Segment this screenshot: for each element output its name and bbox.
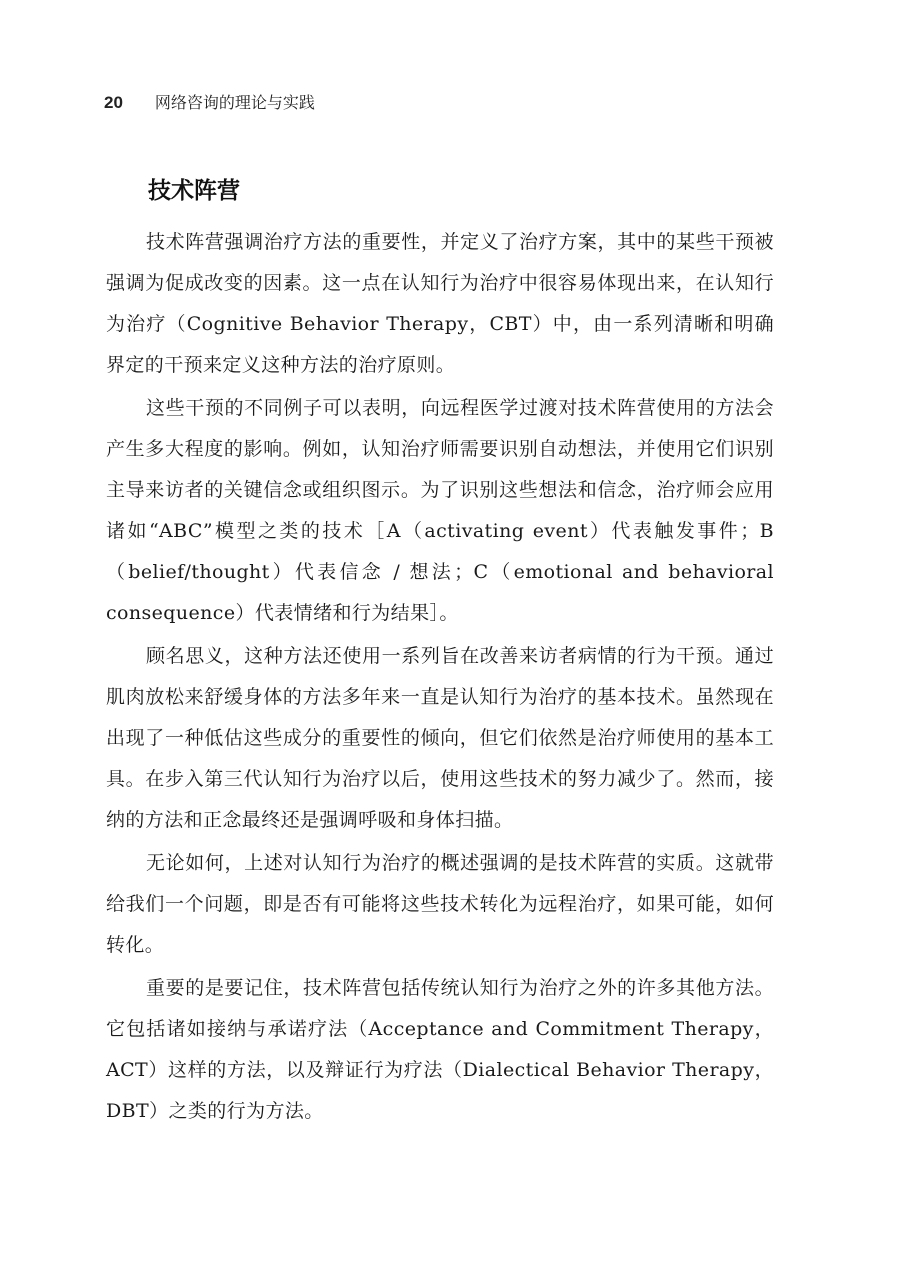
book-title: 网络咨询的理论与实践 xyxy=(154,93,315,112)
paragraph: 顾名思义，这种方法还使用一系列旨在改善来访者病情的行为干预。通过肌肉放松来舒缓身体的方法多年来一直是认知行为治疗的基本技术。虽然现在出现了一种低估这些成分的重要性的倾向，但它们依然是治疗师使用的基本工具。在步入第三代认知行为治疗以后，使用这些技术的努力减少了。然而，接纳的方法和正念最终还是强调呼吸和身体扫描。 xyxy=(106,645,774,831)
running-header xyxy=(104,90,784,116)
paragraph: 无论如何，上述对认知行为治疗的概述强调的是技术阵营的实质。这就带给我们一个问题，即是否有可能将这些技术转化为远程治疗，如果可能，如何转化。 xyxy=(106,852,774,956)
paragraph: 重要的是要记住，技术阵营包括传统认知行为治疗之外的许多其他方法。它包括诸如接纳与承诺疗法（Acceptance and Commitment Therapy，ACT）这样的方法，以及辩证行为疗法（Dialectical Behavior Therapy，DBT）之类的行为方法。 xyxy=(106,977,774,1122)
paragraph: 这些干预的不同例子可以表明，向远程医学过渡对技术阵营使用的方法会产生多大程度的影响。例如，认知治疗师需要识别自动想法，并使用它们识别主导来访者的关键信念或组织图示。为了识别这些想法和信念，治疗师会应用诸如“ABC”模型之类的技术［A（activating event）代表触发事件；B（belief/thought）代表信念 / 想法；C（emotional and behavioral consequence）代表情绪和行为结果］。 xyxy=(106,397,774,624)
page-number: 20 xyxy=(104,93,123,112)
section-heading: 技术阵营 xyxy=(148,178,240,204)
paragraph: 技术阵营强调治疗方法的重要性，并定义了治疗方案，其中的某些干预被强调为促成改变的因素。这一点在认知行为治疗中很容易体现出来，在认知行为治疗（Cognitive Behavior Therapy，CBT）中，由一系列清晰和明确界定的干预来定义这种方法的治疗原则。 xyxy=(106,231,774,376)
body-text xyxy=(106,222,774,1134)
